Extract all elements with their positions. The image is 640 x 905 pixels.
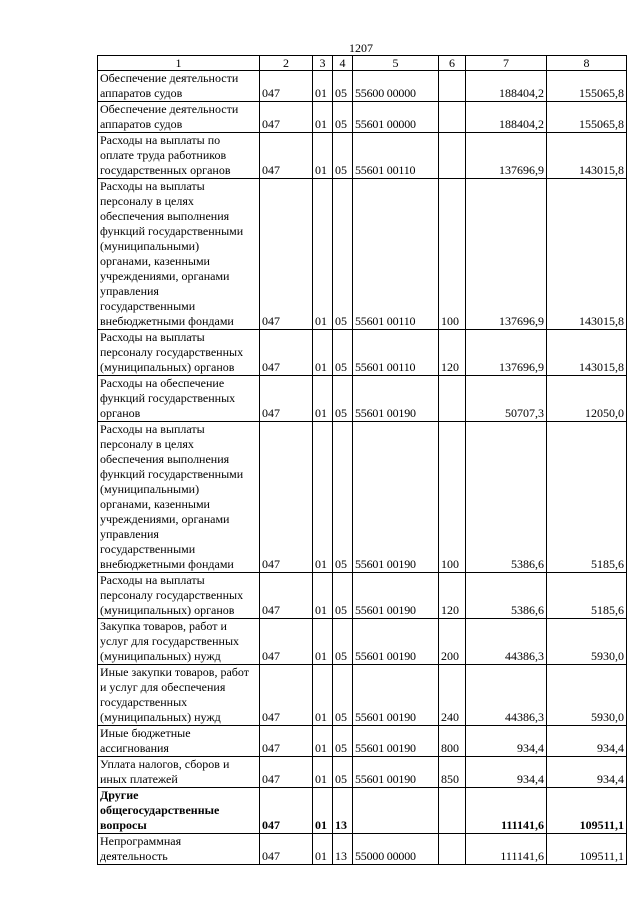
row-description-line: персоналу государственных (100, 345, 244, 359)
row-description-line: учреждениями, органами (100, 269, 230, 283)
row-description-line: (муниципальных) органов (100, 603, 235, 617)
section-code-cell: 01 (313, 665, 333, 726)
row-description (98, 788, 260, 834)
table-row (98, 71, 627, 102)
amount-year1-cell: 188404,2 (466, 102, 547, 133)
ministry-code-cell: 047 (260, 179, 313, 330)
ministry-code-cell: 047 (260, 133, 313, 179)
row-description-line: государственных (100, 695, 188, 709)
row-description-line: функций государственными (100, 467, 244, 481)
column-header: 6 (439, 56, 466, 71)
ministry-code-cell: 047 (260, 422, 313, 573)
expense-type-cell (439, 71, 466, 102)
row-description-line: органов (100, 406, 141, 420)
table-row (98, 757, 627, 788)
expense-type-cell: 120 (439, 573, 466, 619)
amount-year2-cell: 934,4 (547, 726, 627, 757)
amount-year1-cell: 137696,9 (466, 330, 547, 376)
table-row (98, 834, 627, 865)
amount-year2-cell: 5185,6 (547, 422, 627, 573)
row-description (98, 376, 260, 422)
row-description-line: (муниципальных) нужд (100, 710, 221, 724)
row-description-line: государственными (100, 542, 196, 556)
subsection-code-cell: 13 (333, 834, 353, 865)
row-description-line: Закупка товаров, работ и (100, 619, 227, 633)
amount-year1-cell: 44386,3 (466, 619, 547, 665)
row-description-line: органами, казенными (100, 254, 210, 268)
row-description-line: Иные бюджетные (100, 726, 191, 740)
table-row (98, 179, 627, 330)
column-header: 8 (547, 56, 627, 71)
subsection-code-cell: 05 (333, 573, 353, 619)
row-description-line: (муниципальных) нужд (100, 649, 221, 663)
amount-year2-cell: 934,4 (547, 757, 627, 788)
row-description-line: Иные закупки товаров, работ (100, 665, 249, 679)
row-description-line: Обеспечение деятельности (100, 102, 239, 116)
row-description-line: Расходы на выплаты (100, 573, 205, 587)
ministry-code-cell: 047 (260, 573, 313, 619)
expense-type-cell: 850 (439, 757, 466, 788)
section-code-cell: 01 (313, 834, 333, 865)
row-description-line: персоналу в целях (100, 194, 194, 208)
ministry-code-cell: 047 (260, 665, 313, 726)
subsection-code-cell: 05 (333, 757, 353, 788)
section-code-cell: 01 (313, 757, 333, 788)
amount-year2-cell: 5930,0 (547, 665, 627, 726)
column-header: 5 (353, 56, 439, 71)
row-description-line: учреждениями, органами (100, 512, 230, 526)
target-article-cell: 55601 00190 (353, 726, 439, 757)
target-article-cell: 55601 00000 (353, 102, 439, 133)
row-description-line: обеспечения выполнения (100, 209, 230, 223)
table-row (98, 665, 627, 726)
row-description-line: Расходы на выплаты (100, 179, 205, 193)
row-description-line: Расходы на обеспечение (100, 376, 225, 390)
amount-year1-cell: 137696,9 (466, 179, 547, 330)
expense-type-cell (439, 788, 466, 834)
subsection-code-cell: 05 (333, 133, 353, 179)
table-row (98, 422, 627, 573)
ministry-code-cell: 047 (260, 330, 313, 376)
table-header-row (98, 56, 627, 71)
row-description-line: общегосударственные (100, 803, 220, 817)
row-description (98, 757, 260, 788)
table-row (98, 102, 627, 133)
table-row (98, 330, 627, 376)
expense-type-cell (439, 133, 466, 179)
row-description (98, 71, 260, 102)
row-description-line: (муниципальными) (100, 482, 200, 496)
expense-type-cell (439, 834, 466, 865)
amount-year2-cell: 143015,8 (547, 133, 627, 179)
row-description-line: Уплата налогов, сборов и (100, 757, 230, 771)
amount-year1-cell: 5386,6 (466, 422, 547, 573)
ministry-code-cell: 047 (260, 726, 313, 757)
column-header: 2 (260, 56, 313, 71)
row-description-line: внебюджетными фондами (100, 557, 234, 571)
ministry-code-cell: 047 (260, 619, 313, 665)
ministry-code-cell: 047 (260, 834, 313, 865)
row-description (98, 834, 260, 865)
expense-type-cell: 240 (439, 665, 466, 726)
target-article-cell (353, 788, 439, 834)
section-code-cell: 01 (313, 573, 333, 619)
row-description-line: иных платежей (100, 772, 178, 786)
expense-type-cell: 120 (439, 330, 466, 376)
amount-year2-cell: 12050,0 (547, 376, 627, 422)
amount-year1-cell: 137696,9 (466, 133, 547, 179)
row-description-line: и услуг для обеспечения (100, 680, 226, 694)
amount-year2-cell: 5930,0 (547, 619, 627, 665)
target-article-cell: 55601 00190 (353, 619, 439, 665)
row-description (98, 102, 260, 133)
table-row (98, 133, 627, 179)
row-description-line: государственными (100, 299, 196, 313)
section-code-cell: 01 (313, 376, 333, 422)
amount-year1-cell: 50707,3 (466, 376, 547, 422)
row-description (98, 133, 260, 179)
expense-type-cell: 200 (439, 619, 466, 665)
section-code-cell: 01 (313, 179, 333, 330)
budget-table (97, 55, 627, 865)
page-number: 1207 (349, 41, 373, 55)
amount-year2-cell: 143015,8 (547, 330, 627, 376)
subsection-code-cell: 05 (333, 665, 353, 726)
row-description (98, 665, 260, 726)
ministry-code-cell: 047 (260, 788, 313, 834)
target-article-cell: 55601 00110 (353, 179, 439, 330)
target-article-cell: 55600 00000 (353, 71, 439, 102)
table-row (98, 573, 627, 619)
row-description-line: функций государственных (100, 391, 236, 405)
row-description-line: персоналу в целях (100, 437, 194, 451)
row-description-line: деятельность (100, 849, 168, 863)
section-code-cell: 01 (313, 71, 333, 102)
table-row (98, 788, 627, 834)
amount-year2-cell: 155065,8 (547, 102, 627, 133)
row-description (98, 330, 260, 376)
section-code-cell: 01 (313, 619, 333, 665)
expense-type-cell: 800 (439, 726, 466, 757)
amount-year2-cell: 5185,6 (547, 573, 627, 619)
row-description (98, 422, 260, 573)
column-header: 1 (98, 56, 260, 71)
row-description-line: аппаратов судов (100, 86, 183, 100)
table-row (98, 726, 627, 757)
section-code-cell: 01 (313, 726, 333, 757)
amount-year1-cell: 111141,6 (466, 788, 547, 834)
row-description-line: обеспечения выполнения (100, 452, 230, 466)
row-description-line: (муниципальными) (100, 239, 200, 253)
row-description-line: государственных органов (100, 163, 231, 177)
row-description-line: Расходы на выплаты по (100, 133, 221, 147)
subsection-code-cell: 13 (333, 788, 353, 834)
row-description (98, 179, 260, 330)
section-code-cell: 01 (313, 133, 333, 179)
expense-type-cell (439, 102, 466, 133)
subsection-code-cell: 05 (333, 619, 353, 665)
amount-year1-cell: 934,4 (466, 726, 547, 757)
expense-type-cell: 100 (439, 179, 466, 330)
row-description-line: управления (100, 527, 159, 541)
subsection-code-cell: 05 (333, 330, 353, 376)
row-description (98, 619, 260, 665)
row-description-line: Другие (100, 788, 139, 802)
row-description-line: органами, казенными (100, 497, 210, 511)
section-code-cell: 01 (313, 422, 333, 573)
section-code-cell: 01 (313, 102, 333, 133)
row-description-line: функций государственными (100, 224, 244, 238)
column-header: 7 (466, 56, 547, 71)
amount-year2-cell: 143015,8 (547, 179, 627, 330)
row-description (98, 573, 260, 619)
row-description-line: Расходы на выплаты (100, 330, 205, 344)
target-article-cell: 55601 00190 (353, 665, 439, 726)
expense-type-cell: 100 (439, 422, 466, 573)
row-description-line: управления (100, 284, 159, 298)
amount-year1-cell: 188404,2 (466, 71, 547, 102)
amount-year1-cell: 5386,6 (466, 573, 547, 619)
row-description-line: услуг для государственных (100, 634, 240, 648)
row-description-line: вопросы (100, 818, 147, 832)
ministry-code-cell: 047 (260, 102, 313, 133)
amount-year1-cell: 44386,3 (466, 665, 547, 726)
column-header: 3 (313, 56, 333, 71)
amount-year2-cell: 155065,8 (547, 71, 627, 102)
subsection-code-cell: 05 (333, 102, 353, 133)
row-description (98, 726, 260, 757)
row-description-line: аппаратов судов (100, 117, 183, 131)
amount-year2-cell: 109511,1 (547, 788, 627, 834)
row-description-line: оплате труда работников (100, 148, 227, 162)
target-article-cell: 55601 00190 (353, 757, 439, 788)
target-article-cell: 55000 00000 (353, 834, 439, 865)
section-code-cell: 01 (313, 788, 333, 834)
amount-year2-cell: 109511,1 (547, 834, 627, 865)
target-article-cell: 55601 00190 (353, 422, 439, 573)
row-description-line: Обеспечение деятельности (100, 71, 239, 85)
amount-year1-cell: 111141,6 (466, 834, 547, 865)
table-row (98, 619, 627, 665)
ministry-code-cell: 047 (260, 376, 313, 422)
section-code-cell: 01 (313, 330, 333, 376)
expense-type-cell (439, 376, 466, 422)
table-row (98, 376, 627, 422)
subsection-code-cell: 05 (333, 71, 353, 102)
subsection-code-cell: 05 (333, 179, 353, 330)
column-header: 4 (333, 56, 353, 71)
row-description-line: Расходы на выплаты (100, 422, 205, 436)
row-description-line: внебюджетными фондами (100, 314, 234, 328)
ministry-code-cell: 047 (260, 757, 313, 788)
ministry-code-cell: 047 (260, 71, 313, 102)
row-description-line: персоналу государственных (100, 588, 244, 602)
target-article-cell: 55601 00110 (353, 133, 439, 179)
subsection-code-cell: 05 (333, 422, 353, 573)
target-article-cell: 55601 00190 (353, 376, 439, 422)
row-description-line: ассигнования (100, 741, 169, 755)
subsection-code-cell: 05 (333, 376, 353, 422)
row-description-line: Непрограммная (100, 834, 182, 848)
amount-year1-cell: 934,4 (466, 757, 547, 788)
row-description-line: (муниципальных) органов (100, 360, 235, 374)
target-article-cell: 55601 00190 (353, 573, 439, 619)
subsection-code-cell: 05 (333, 726, 353, 757)
target-article-cell: 55601 00110 (353, 330, 439, 376)
